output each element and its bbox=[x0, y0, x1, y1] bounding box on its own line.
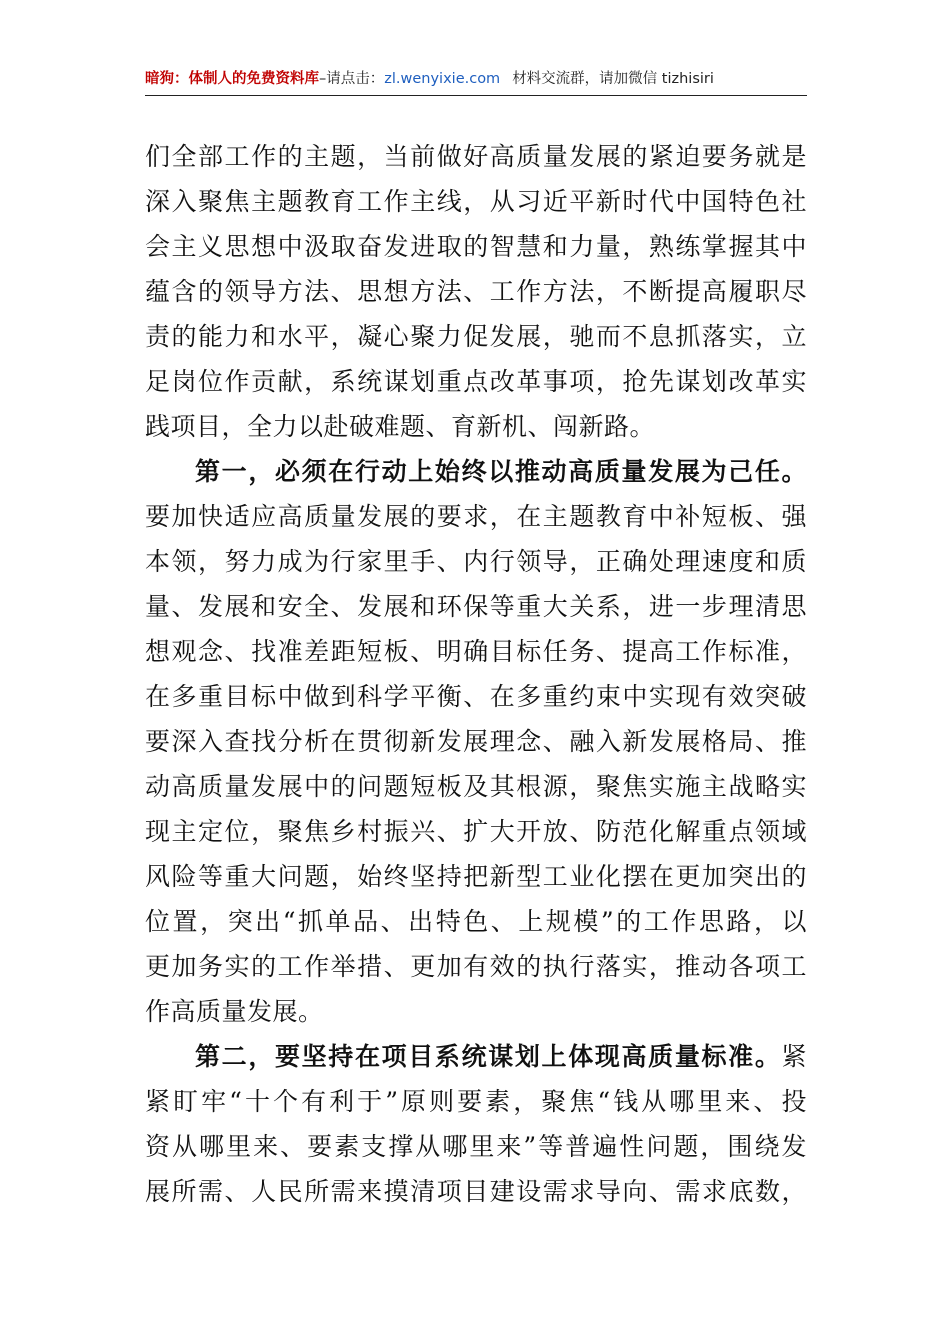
section-heading-second-line bbox=[145, 1034, 807, 1079]
document-body bbox=[145, 134, 807, 1214]
text-line: 责的能力和水平，凝心聚力促发展，驰而不息抓落实，立 bbox=[145, 322, 807, 351]
text-line: 要深入查找分析在贯彻新发展理念、融入新发展格局、推 bbox=[145, 727, 807, 756]
text-line: 深入聚焦主题教育工作主线，从习近平新时代中国特色社 bbox=[145, 187, 807, 216]
header-wechat-note: 材料交流群，请加微信 tizhisiri bbox=[512, 71, 714, 87]
text-line: 践项目，全力以赴破难题、育新机、闯新路。 bbox=[145, 412, 656, 441]
text-line: 作高质量发展。 bbox=[145, 997, 324, 1026]
text-line: 想观念、找准差距短板、明确目标任务、提高工作标准， bbox=[145, 637, 807, 666]
text-line: 足岗位作贡献，系统谋划重点改革事项，抢先谋划改革实 bbox=[145, 367, 807, 396]
text-line: 要加快适应高质量发展的要求，在主题教育中补短板、强 bbox=[145, 502, 807, 531]
text-line: 们全部工作的主题，当前做好高质量发展的紧迫要务就是 bbox=[145, 142, 807, 171]
section-heading-first: 第一，必须在行动上始终以推动高质量发展为己任。 bbox=[195, 457, 807, 486]
text-line: 展所需、人民所需来摸清项目建设需求导向、需求底数， bbox=[145, 1177, 807, 1206]
header-click-prompt: –请点击： bbox=[319, 71, 385, 87]
text-line: 更加务实的工作举措、更加有效的执行落实，推动各项工 bbox=[145, 952, 807, 981]
text-line: 蕴含的领导方法、思想方法、工作方法，不断提高履职尽 bbox=[145, 277, 807, 306]
text-line: 现主定位，聚焦乡村振兴、扩大开放、防范化解重点领域 bbox=[145, 817, 807, 846]
section-heading-second: 第二，要坚持在项目系统谋划上体现高质量标准。 bbox=[195, 1042, 782, 1071]
text-line: 位置，突出“抓单品、出特色、上规模”的工作思路，以 bbox=[145, 907, 807, 936]
text-line: 风险等重大问题，始终坚持把新型工业化摆在更加突出的 bbox=[145, 862, 807, 891]
text-line: 动高质量发展中的问题短板及其根源，聚焦实施主战略实 bbox=[145, 772, 807, 801]
text-line: 在多重目标中做到科学平衡、在多重约束中实现有效突破 bbox=[145, 682, 807, 711]
text-line: 本领，努力成为行家里手、内行领导，正确处理速度和质 bbox=[145, 547, 807, 576]
page-header bbox=[145, 68, 807, 90]
text-line: 资从哪里来、要素支撑从哪里来”等普遍性问题，围绕发 bbox=[145, 1132, 807, 1161]
header-site-name: 暗狗：体制人的免费资料库 bbox=[145, 71, 319, 87]
text-line: 量、发展和安全、发展和环保等重大关系，进一步理清思 bbox=[145, 592, 807, 621]
header-divider bbox=[145, 95, 807, 96]
text-run: 紧 bbox=[781, 1042, 807, 1071]
text-line: 会主义思想中汲取奋发进取的智慧和力量，熟练掌握其中 bbox=[145, 232, 807, 261]
text-line: 紧盯牢“十个有利于”原则要素，聚焦“钱从哪里来、投 bbox=[145, 1087, 807, 1116]
header-link[interactable]: zl.wenyixie.com bbox=[384, 71, 501, 87]
